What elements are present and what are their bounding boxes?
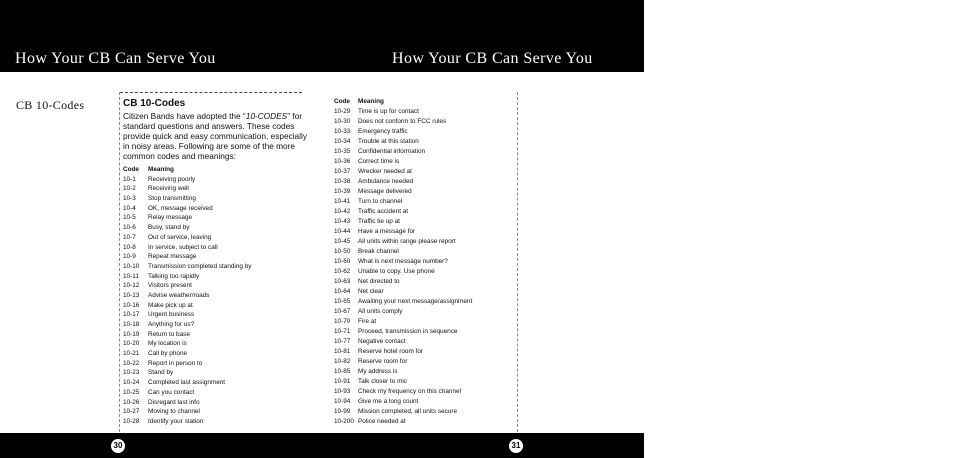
intro-emphasis: 10-CODES [245,111,288,121]
meaning-column-header: Meaning [148,166,174,173]
page-number-left: 30 [111,439,125,453]
table-row [123,243,308,253]
meaning-cell: Receiving poorly [148,175,196,183]
codes-column-left [123,98,308,427]
table-header [334,97,514,107]
code-cell: 10-93 [334,388,351,395]
table-row [334,377,514,387]
code-cell: 10-5 [123,214,136,222]
meaning-cell: My location is [148,340,187,348]
code-cell: 10-7 [123,233,136,241]
table-row [123,223,308,233]
meaning-cell: Traffic accident at [358,208,409,215]
section-heading: CB 10-Codes [123,98,186,109]
code-cell: 10-8 [123,243,136,251]
table-row [334,347,514,357]
code-cell: 10-70 [334,318,351,325]
code-column-header: Code [123,166,139,173]
code-cell: 10-38 [334,178,351,185]
table-row [123,378,308,388]
meaning-cell: Awaiting your next message/assignment [358,298,473,305]
meaning-cell: Give me a long count [358,398,419,405]
code-cell: 10-200 [334,418,354,425]
meaning-cell: Traffic tie up at [358,218,400,225]
table-row [123,291,308,301]
code-cell: 10-29 [334,108,351,115]
table-row [334,157,514,167]
code-cell: 10-42 [334,208,351,215]
table-row [123,320,308,330]
code-cell: 10-36 [334,158,351,165]
table-row [123,252,308,262]
table-row [334,337,514,347]
code-cell: 10-99 [334,408,351,415]
meaning-cell: Message delivered [358,188,412,195]
table-row [334,207,514,217]
meaning-cell: Turn to channel [358,198,403,205]
meaning-cell: Call by phone [148,350,188,358]
meaning-cell: Report in person to [148,359,203,367]
table-row [123,398,308,408]
code-cell: 10-21 [123,350,140,358]
code-cell: 10-16 [123,301,140,309]
code-cell: 10-24 [123,379,140,387]
right-page-title: How Your CB Can Serve You [392,50,593,67]
code-cell: 10-62 [334,268,351,275]
meaning-cell: Correct time is [358,158,400,165]
meaning-cell: Make pick up at [148,301,193,309]
table-row [123,368,308,378]
left-page-title: How Your CB Can Serve You [15,50,216,67]
code-cell: 10-4 [123,204,136,212]
meaning-cell: In service, subject to call [148,243,218,251]
meaning-column-header: Meaning [358,98,384,105]
meaning-cell: Out of service, leaving [148,233,212,241]
table-row [334,117,514,127]
meaning-cell: Wrecker needed at [358,168,412,175]
section-label: CB 10-Codes [16,98,85,112]
table-row [334,287,514,297]
table-row [123,310,308,320]
meaning-cell: Moving to channel [148,408,200,416]
code-cell: 10-2 [123,185,136,193]
meaning-cell: Talking too rapidly [148,272,200,280]
code-cell: 10-63 [334,278,351,285]
code-cell: 10-27 [123,408,140,416]
code-cell: 10-71 [334,328,351,335]
code-cell: 10-34 [334,138,351,145]
meaning-cell: OK, message received [148,204,213,212]
table-row [334,127,514,137]
code-cell: 10-85 [334,368,351,375]
meaning-cell: Busy, stand by [148,224,190,232]
meaning-cell: My address is [358,368,398,375]
meaning-cell: Net clear [358,288,384,295]
meaning-cell: Visitors present [148,282,192,290]
code-cell: 10-65 [334,298,351,305]
code-cell: 10-30 [334,118,351,125]
table-row [123,388,308,398]
table-row [334,397,514,407]
meaning-cell: Break channel [358,248,399,255]
code-cell: 10-81 [334,348,351,355]
intro-paragraph [123,111,308,161]
code-cell: 10-44 [334,228,351,235]
meaning-cell: Reserve hotel room for [358,348,423,355]
code-cell: 10-94 [334,398,351,405]
meaning-cell: Negative contact [358,338,406,345]
table-row [334,107,514,117]
table-row [334,367,514,377]
table-row [123,213,308,223]
table-row [334,357,514,367]
meaning-cell: Disregard last info [148,398,200,406]
table-row [334,327,514,337]
code-cell: 10-9 [123,253,136,261]
code-cell: 10-28 [123,417,140,425]
meaning-cell: Identify your station [148,417,204,425]
meaning-cell: Does not conform to FCC rules [358,118,447,125]
meaning-cell: Fire at [358,318,377,325]
meaning-cell: Stand by [148,369,174,377]
table-row [334,297,514,307]
top-divider [120,92,302,93]
meaning-cell: Check my frequency on this channel [358,388,462,395]
code-cell: 10-11 [123,272,139,280]
code-cell: 10-26 [123,398,140,406]
table-header [123,165,308,175]
code-cell: 10-19 [123,330,140,338]
table-row [123,330,308,340]
table-row [334,197,514,207]
meaning-cell: Unable to copy. Use phone [358,268,435,275]
meaning-cell: Completed last assignment [148,379,226,387]
table-row [123,301,308,311]
meaning-cell: All units within range please report [358,238,456,245]
code-cell: 10-41 [334,198,351,205]
meaning-cell: What is next message number? [358,258,448,265]
meaning-cell: Mission completed, all units secure [358,408,458,415]
table-row [334,277,514,287]
table-row [123,194,308,204]
code-cell: 10-23 [123,369,140,377]
table-row [123,407,308,417]
meaning-cell: Receiving well [148,185,189,193]
code-cell: 10-25 [123,388,140,396]
intro-text-end: ” for standard questions and answers. These codes provide quick and easy communication, especially in noisy areas. Following are some of the more common codes and meanings: [123,111,308,161]
meaning-cell: Trouble at this station [358,138,419,145]
code-cell: 10-35 [334,148,351,155]
meaning-cell: Ambulance needed [358,178,414,185]
table-row [334,307,514,317]
meaning-cell: Time is up for contact [358,108,419,115]
meaning-cell: Talk closer to mic [358,378,408,385]
meaning-cell: Return to base [148,330,190,338]
codes-table-left [123,165,308,427]
meaning-cell: Relay message [148,214,193,222]
table-row [334,247,514,257]
table-row [334,187,514,197]
code-cell: 10-1 [123,175,136,183]
code-cell: 10-22 [123,359,140,367]
table-row [123,272,308,282]
intro-text-start: Citizen Bands have adopted the “ [123,111,246,121]
code-cell: 10-60 [334,258,351,265]
code-cell: 10-6 [123,224,136,232]
table-row [123,417,308,427]
table-row [334,267,514,277]
table-row [334,237,514,247]
table-row [123,175,308,185]
code-cell: 10-77 [334,338,351,345]
meaning-cell: Net directed to [358,278,400,285]
table-row [123,281,308,291]
table-row [123,359,308,369]
table-row [123,204,308,214]
meaning-cell: Reserve room for [358,358,408,365]
meaning-cell: Advise weather/roads [148,291,210,299]
right-column-divider [517,92,518,432]
code-cell: 10-82 [334,358,351,365]
codes-table-right [334,97,514,427]
meaning-cell: Urgent business [148,311,195,319]
code-cell: 10-91 [334,378,351,385]
code-cell: 10-43 [334,218,351,225]
table-row [334,217,514,227]
meaning-cell: Anything for us? [148,321,195,328]
code-cell: 10-67 [334,308,351,315]
code-cell: 10-12 [123,282,140,290]
meaning-cell: Police needed at [358,418,406,425]
page-number-right: 31 [509,439,523,453]
meaning-cell: Can you contact [148,388,195,396]
code-cell: 10-10 [123,262,140,270]
code-column-header: Code [334,98,350,105]
table-row [123,233,308,243]
meaning-cell: Have a message for [358,228,416,235]
code-cell: 10-33 [334,128,351,135]
code-cell: 10-17 [123,311,140,319]
table-row [334,387,514,397]
meaning-cell: Transmission completed standing by [148,262,252,270]
table-row [334,137,514,147]
code-cell: 10-3 [123,195,136,203]
page-header [0,0,644,72]
table-row [334,177,514,187]
table-row [334,317,514,327]
page-footer [0,433,644,458]
meaning-cell: Emergency traffic [358,128,408,135]
table-row [123,339,308,349]
left-column-divider [119,92,120,432]
table-row [334,417,514,427]
table-row [334,257,514,267]
code-cell: 10-64 [334,288,351,295]
code-cell: 10-20 [123,340,140,348]
code-cell: 10-39 [334,188,351,195]
table-row [123,184,308,194]
table-row [123,262,308,272]
table-row [334,407,514,417]
meaning-cell: Confidential information [358,148,426,155]
code-cell: 10-13 [123,291,140,299]
code-cell: 10-45 [334,238,351,245]
meaning-cell: Stop transmitting [148,195,196,203]
meaning-cell: Repeat message [148,253,197,261]
codes-column-right [334,93,514,427]
meaning-cell: Proceed, transmission in sequence [358,328,458,335]
meaning-cell: All units comply [358,308,403,315]
table-row [334,147,514,157]
code-cell: 10-37 [334,168,351,175]
table-row [123,349,308,359]
table-row [334,227,514,237]
table-row [334,167,514,177]
code-cell: 10-50 [334,248,351,255]
code-cell: 10-18 [123,321,140,328]
